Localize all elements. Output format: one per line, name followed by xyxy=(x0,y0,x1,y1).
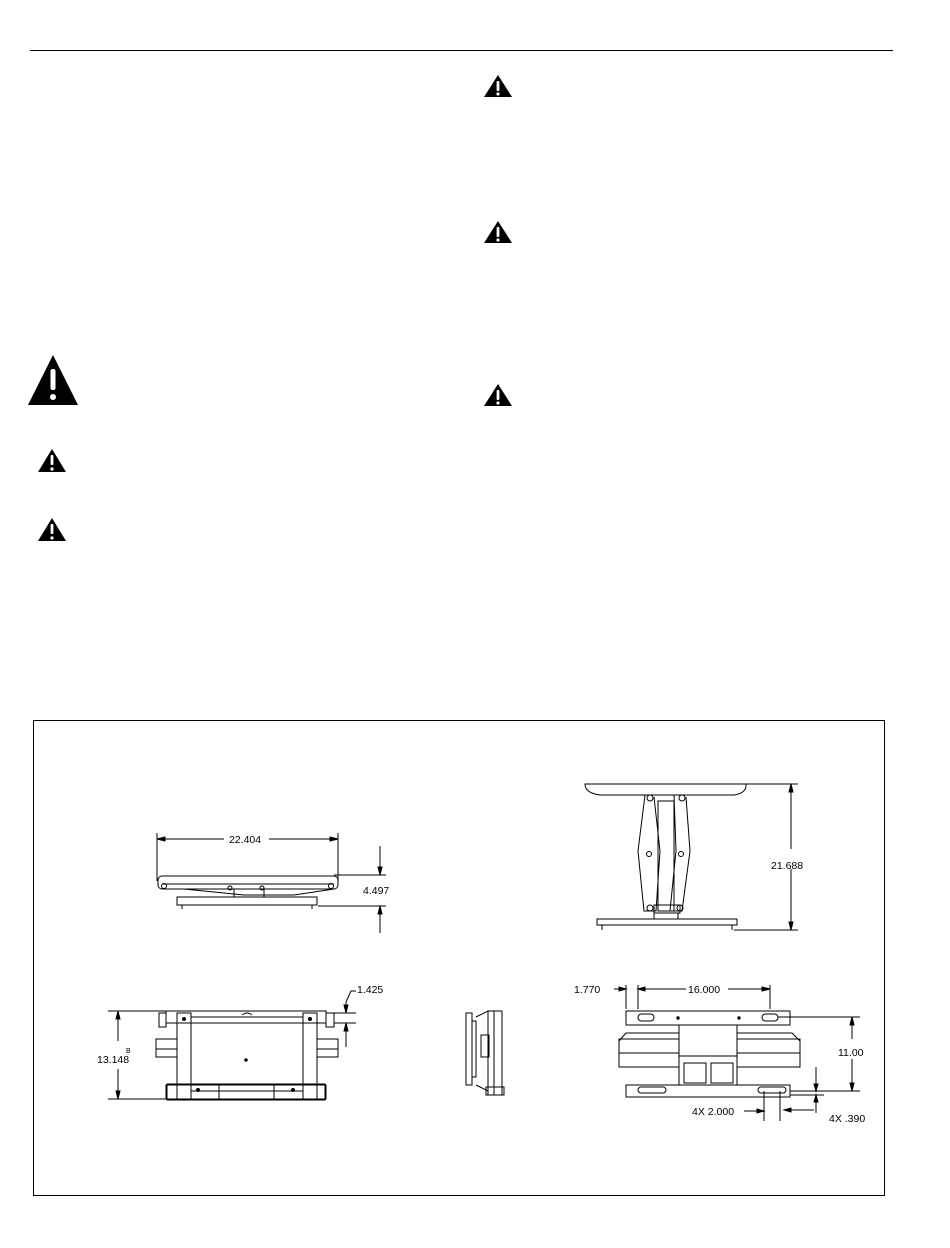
warning-triangle-icon xyxy=(483,74,513,98)
narrow-side-view xyxy=(466,1011,504,1095)
dim-bottom-depth: 11.00 xyxy=(838,1047,864,1059)
dim-front-height: 4.497 xyxy=(363,885,390,897)
dim-top-offset: 1.425 xyxy=(357,984,384,996)
dim-front-width: 22.404 xyxy=(229,834,262,846)
warning-triangle-icon xyxy=(37,517,67,542)
dim-slot-length: 4X 2.000 xyxy=(692,1106,735,1118)
header-rule xyxy=(30,50,893,51)
dim-side-height: 21.688 xyxy=(771,860,804,872)
dim-top-depth: 13.148 xyxy=(97,1054,130,1066)
front-view xyxy=(157,833,386,933)
warning-triangle-large-icon xyxy=(27,354,79,406)
warning-triangle-icon xyxy=(483,220,513,244)
dim-edge-offset: 1.770 xyxy=(574,984,601,996)
bottom-right-view xyxy=(614,985,860,1121)
dim-top-marker: B xyxy=(126,1048,131,1055)
side-view xyxy=(585,784,798,930)
warning-triangle-icon xyxy=(37,448,67,473)
dimension-drawing-frame xyxy=(33,720,885,1196)
dim-slot-width: 4X .390 xyxy=(829,1113,866,1125)
dim-hole-spacing: 16.000 xyxy=(688,984,721,996)
dimension-drawing xyxy=(34,721,886,1197)
warning-triangle-icon xyxy=(483,383,513,407)
top-left-view xyxy=(108,991,356,1100)
